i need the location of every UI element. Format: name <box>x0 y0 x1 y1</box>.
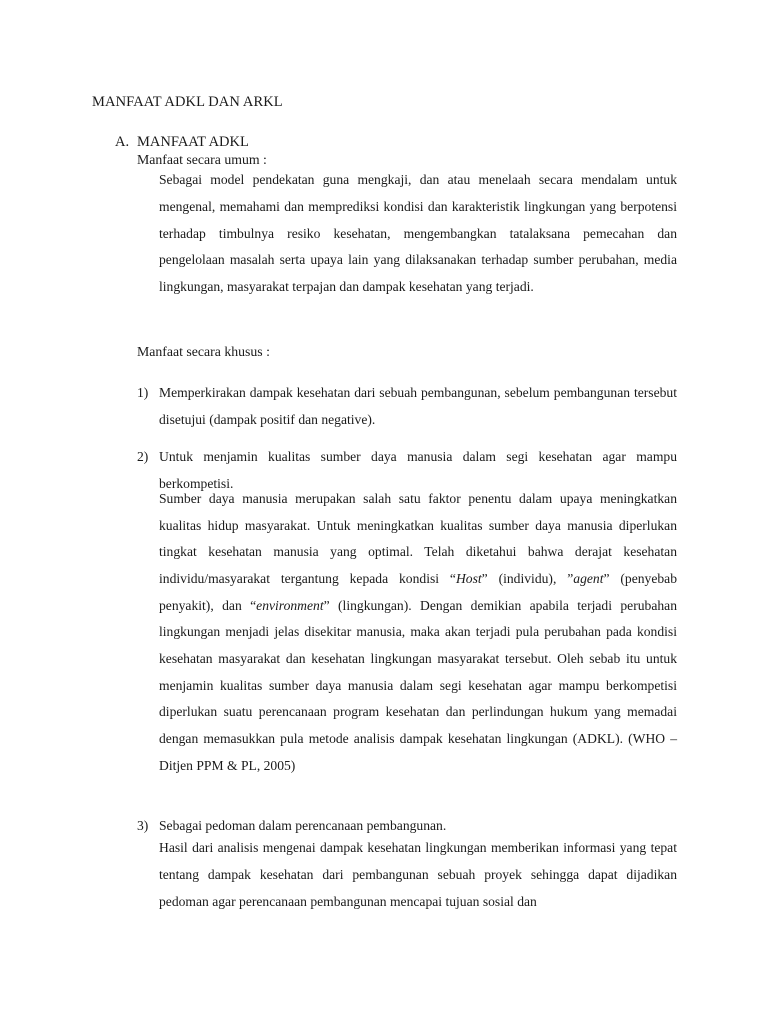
list-marker: 2) <box>137 449 149 464</box>
list-item-text: Sebagai pedoman dalam perencanaan pembangunan. <box>159 818 447 833</box>
paragraph-text: ” (lingkungan). Dengan demikian apabila terjadi perubahan lingkungan menjadi jelas disekitar manusia, maka akan terjadi pula perubahan pada kondisi kesehatan masyarakat dan kesehatan lingkungan masyarakat tersebut. Oleh sebab itu untuk menjamin kualitas sumber daya manusia dalam segi kesehatan agar mampu berkompetisi diperlukan suatu perencanaan program kesehatan dan perlindungan hukum yang memadai dengan memasukkan pula metode analisis dampak kesehatan lingkungan (ADKL). (WHO – Ditjen PPM & PL, 2005) <box>159 597 677 773</box>
paragraph-text: ” (penyebab penyakit), dan “ <box>159 570 677 613</box>
general-benefits-heading: Manfaat secara umum : <box>137 152 267 167</box>
paragraph-text: Sumber daya manusia merupakan salah satu faktor penentu dalam upaya meningkatkan kualitas hidup masyarakat. Untuk meningkatkan kualitas sumber daya manusia diperlukan tingkat kesehatan manusia yang optimal. Telah diketahui bahwa derajat kesehatan individu/masyarakat tergantung kepada kondisi “ <box>159 491 677 586</box>
general-benefits-paragraph: Sebagai model pendekatan guna mengkaji, dan atau menelaah secara mendalam untuk mengenal, memahami dan memprediksi kondisi dan karakteristik lingkungan yang berpotensi terhadap timbulnya resiko kesehatan, mengembangkan tatalaksana pemecahan dan pengelolaan masalah serta upaya lain yang dilaksanakan terhadap sumber perubahan, media lingkungan, masyarakat terpajan dan dampak kesehatan yang terjadi. <box>159 172 677 295</box>
host-term: Host <box>455 570 482 586</box>
specific-benefits-heading: Manfaat secara khusus : <box>137 344 270 359</box>
item-3-explanation-paragraph: Hasil dari analisis mengenai dampak kesehatan lingkungan memberikan informasi yang tepat tentang dampak kesehatan dari pembangunan sebuah proyek sehingga dapat dijadikan pedoman agar perencanaan pembangunan mencapai tujuan sosial dan <box>159 840 677 909</box>
list-item-text: Memperkirakan dampak kesehatan dari sebuah pembangunan, sebelum pembangunan tersebut disetujui (dampak positif dan negative). <box>159 385 677 427</box>
list-marker: 1) <box>137 385 149 400</box>
section-marker: A. <box>115 134 130 150</box>
environment-term: environment <box>256 597 324 613</box>
item-2-explanation-paragraph <box>159 486 677 779</box>
list-marker: 3) <box>137 818 149 833</box>
section-title: MANFAAT ADKL <box>137 134 249 150</box>
paragraph-text: ” (individu), ” <box>481 570 574 586</box>
list-item-text: Untuk menjamin kualitas sumber daya manusia dalam segi kesehatan agar mampu berkompetisi. <box>159 449 677 491</box>
agent-term: agent <box>573 570 604 586</box>
document-title: MANFAAT ADKL DAN ARKL <box>92 94 283 110</box>
